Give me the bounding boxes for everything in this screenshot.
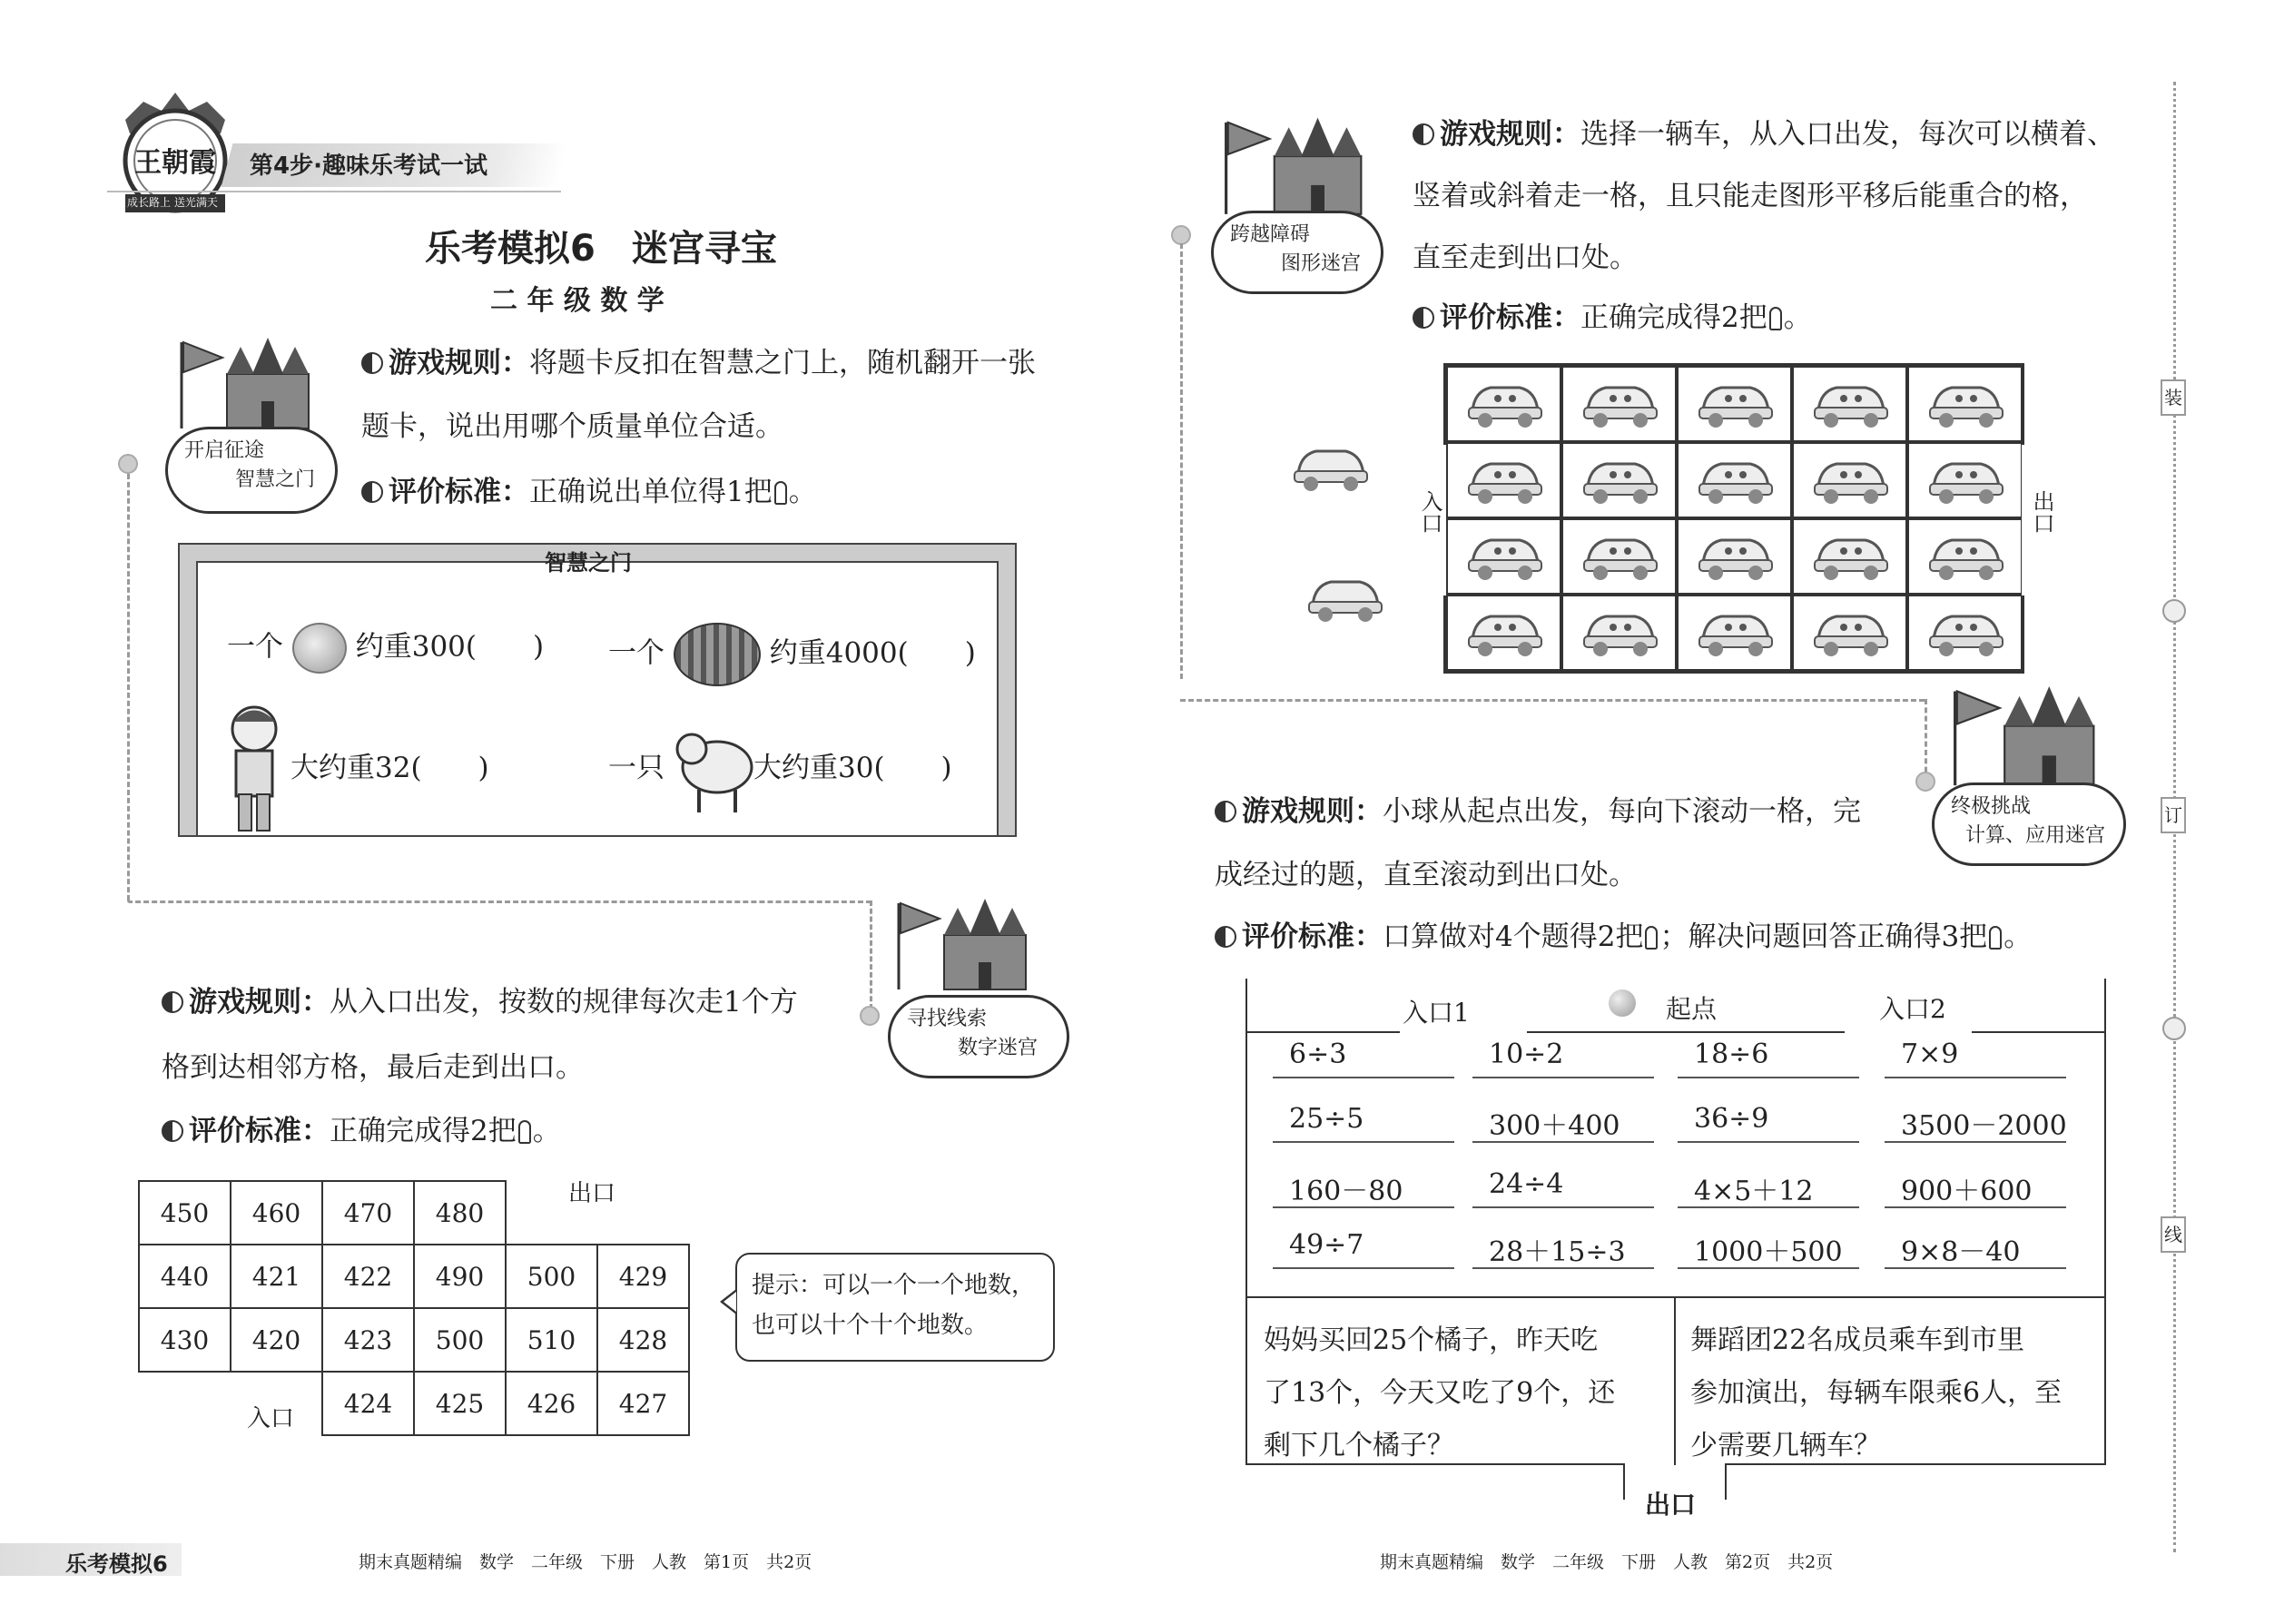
- car-icon: [1579, 604, 1660, 662]
- equation: 25÷5: [1289, 1103, 1364, 1135]
- path-dot: [1171, 225, 1191, 245]
- rule1: [361, 345, 1036, 381]
- boy-icon: [222, 704, 286, 843]
- car-cell[interactable]: [1907, 595, 2023, 671]
- rule4-cont: 成经过的题，直至滚动到出口处。: [1215, 859, 1637, 891]
- item2-post: 约重4000( ): [769, 636, 976, 670]
- car-cell[interactable]: [1792, 366, 1907, 442]
- binding-hole-icon: [2162, 599, 2186, 623]
- badge-line2: 智慧之门: [235, 468, 316, 491]
- equation: 24÷4: [1489, 1168, 1564, 1200]
- car-cell[interactable]: [1677, 442, 1792, 518]
- footer-tag: 乐考模拟6: [65, 1551, 168, 1577]
- equation: 36÷9: [1694, 1103, 1769, 1135]
- footer-left-info: 期末真题精编 数学 二年级 下册 人教 第1页 共2页: [359, 1552, 812, 1572]
- equation-underline: [1885, 1141, 2066, 1143]
- maze-cell: 421: [230, 1244, 323, 1309]
- binding-hole-icon: [2162, 1017, 2186, 1040]
- watermelon-icon: [674, 623, 761, 686]
- car-cell[interactable]: [1907, 366, 2023, 442]
- car-icon: [1809, 527, 1891, 586]
- maze-cell: 460: [230, 1180, 323, 1245]
- equation: 1000＋500: [1694, 1236, 1843, 1268]
- equation-underline: [1472, 1077, 1654, 1078]
- problem2-line: 舞蹈团22名成员乘车到市里: [1690, 1324, 2025, 1356]
- car-icon: [1694, 375, 1776, 433]
- gate-item4-pre: 一只: [608, 752, 665, 784]
- eval1: 评价标准：正确说出单位得1把 。: [361, 474, 817, 510]
- badge-line2: 数字迷宫: [958, 1037, 1039, 1059]
- equation-underline: [1678, 1267, 1859, 1269]
- equation-underline: [1885, 1077, 2066, 1078]
- car-icon: [1694, 527, 1776, 586]
- rule-text: 选择一辆车，从入口出发，每次可以横着、: [1580, 118, 2115, 151]
- maze-cell: 427: [596, 1371, 690, 1436]
- car-icon: [1694, 451, 1776, 509]
- number-maze: [138, 1180, 688, 1438]
- eval-text: 正确说出单位得1把: [529, 476, 773, 508]
- equation: 300＋400: [1489, 1110, 1620, 1142]
- maze-cell: 510: [505, 1307, 598, 1373]
- hint-line2: 也可以十个十个地数。: [752, 1312, 989, 1339]
- car-icon: [1925, 451, 2006, 509]
- margin-mark: 装: [2161, 379, 2186, 416]
- maze-cell: 426: [505, 1371, 598, 1436]
- rule-text: 小球从起点出发，每向下滚动一格，完: [1383, 795, 1861, 828]
- start-ball-icon: [1609, 989, 1636, 1017]
- car-cell[interactable]: [1907, 442, 2023, 518]
- item1-pre: 一个: [227, 630, 283, 664]
- gate-item3: 大约重32( ): [290, 752, 489, 784]
- car-cell[interactable]: [1561, 442, 1677, 518]
- maze-cell: 425: [413, 1371, 507, 1436]
- equation: 49÷7: [1289, 1229, 1364, 1261]
- logo-subtext: 成长路上 送光满天: [127, 196, 218, 209]
- eval2: 评价标准：正确完成得2把 。: [162, 1113, 561, 1149]
- rule-text: 将题卡反扣在智慧之门上，随机翻开一张: [529, 347, 1036, 379]
- rule-label: 游戏规则：: [1242, 795, 1383, 828]
- castle-flag-icon: [172, 338, 318, 441]
- rule2-cont: 格到达相邻方格，最后走到出口。: [162, 1051, 584, 1084]
- badge-line2: 计算、应用迷宫: [1965, 824, 2106, 847]
- rule-bullet-icon: [1413, 123, 1434, 145]
- maze-cell: 429: [596, 1244, 690, 1309]
- equation-underline: [1472, 1206, 1654, 1208]
- key-icon: [774, 481, 787, 505]
- entry2-label: 入口2: [1879, 994, 1946, 1024]
- dashed-path: [127, 901, 871, 903]
- maze-cell: 422: [321, 1244, 415, 1309]
- car-cell[interactable]: [1677, 595, 1792, 671]
- car-cell[interactable]: [1907, 518, 2023, 595]
- eval4: 评价标准：口算做对4个题得2把 ；解决问题回答正确得3把 。: [1215, 919, 2032, 955]
- footer-right-info: 期末真题精编 数学 二年级 下册 人教 第2页 共2页: [1380, 1552, 1834, 1572]
- sheep-icon: [674, 717, 755, 821]
- equation-underline: [1678, 1141, 1859, 1143]
- dashed-path: [127, 474, 130, 901]
- rule-label: 游戏规则：: [389, 347, 529, 379]
- calc-maze-exit: 出口: [1645, 1490, 1697, 1520]
- equation-underline: [1273, 1267, 1454, 1269]
- car-maze: [1443, 363, 2024, 674]
- rule3-cont2: 直至走到出口处。: [1413, 241, 1638, 274]
- maze-cell: 424: [321, 1371, 415, 1436]
- eval-text: 正确完成得2把: [1580, 301, 1767, 334]
- problem1: [1264, 1314, 1615, 1472]
- badge-section1: [165, 427, 338, 514]
- rule-text: 从入口出发，按数的规律每次走1个方: [330, 986, 798, 1019]
- hint-line1: 提示：可以一个一个地数，: [752, 1272, 1036, 1299]
- car-icon: [1579, 375, 1660, 433]
- equation-underline: [1678, 1077, 1859, 1078]
- maze-cell: 500: [505, 1244, 598, 1309]
- dashed-path: [870, 901, 872, 1009]
- car-option-icon[interactable]: [1289, 438, 1371, 494]
- badge-line1: 寻找线索: [907, 1008, 988, 1030]
- rule-bullet-icon: [1215, 801, 1236, 822]
- castle-flag-icon: [890, 899, 1035, 1002]
- maze-cell: 450: [138, 1180, 231, 1245]
- equation: 10÷2: [1489, 1038, 1564, 1070]
- badge-line2: 图形迷宫: [1281, 252, 1362, 275]
- car-maze-exit: 出口: [2029, 490, 2054, 534]
- dashed-path: [1180, 699, 1925, 702]
- car-icon: [1579, 527, 1660, 586]
- entry1-label: 入口1: [1403, 998, 1470, 1028]
- car-icon: [1809, 604, 1891, 662]
- header-rule: [107, 191, 561, 192]
- badge-section3: [1211, 211, 1383, 294]
- car-icon: [1463, 451, 1545, 509]
- step-banner-text: 第4步·趣味乐考试一试: [250, 153, 487, 180]
- equation-underline: [1678, 1206, 1859, 1208]
- equation: 3500－2000: [1901, 1110, 2067, 1142]
- car-icon: [1809, 375, 1891, 433]
- rule-label: 游戏规则：: [189, 986, 330, 1019]
- start-label: 起点: [1666, 994, 1718, 1024]
- car-icon: [1925, 604, 2006, 662]
- car-cell[interactable]: [1561, 518, 1677, 595]
- car-icon: [1579, 451, 1660, 509]
- problem1-line: 剩下几个橘子？: [1264, 1430, 1454, 1462]
- path-dot: [118, 454, 138, 474]
- car-icon: [1463, 527, 1545, 586]
- car-cell[interactable]: [1677, 518, 1792, 595]
- equation: 18÷6: [1694, 1038, 1769, 1070]
- key-icon: [1769, 307, 1782, 330]
- rule2: [162, 984, 798, 1020]
- gate-item2: [608, 623, 976, 686]
- maze-cell: 480: [413, 1180, 507, 1245]
- gate-title: 智慧之门: [545, 550, 632, 576]
- equation: 4×5＋12: [1694, 1176, 1814, 1207]
- eval-label: 评价标准：: [1440, 301, 1580, 334]
- car-cell[interactable]: [1446, 366, 1561, 442]
- car-cell[interactable]: [1792, 442, 1907, 518]
- car-cell[interactable]: [1561, 366, 1677, 442]
- car-cell[interactable]: [1677, 366, 1792, 442]
- maze-cell: 430: [138, 1307, 231, 1373]
- problem2-line: 少需要几辆车？: [1690, 1430, 1881, 1462]
- rule-bullet-icon: [162, 991, 183, 1013]
- car-icon: [1463, 604, 1545, 662]
- key-icon: [518, 1120, 531, 1144]
- equation: 7×9: [1901, 1038, 1959, 1070]
- path-dot: [860, 1006, 880, 1026]
- eval-bullet-icon: [1413, 307, 1434, 329]
- wisdom-gate: [180, 545, 1015, 835]
- equation-underline: [1472, 1141, 1654, 1143]
- equation: 160－80: [1289, 1176, 1403, 1207]
- equation-underline: [1885, 1267, 2066, 1269]
- rule1-cont: 题卡，说出用哪个质量单位合适。: [361, 410, 783, 443]
- eval-text2: ；解决问题回答正确得3把: [1659, 920, 1988, 953]
- equation: 900＋600: [1901, 1176, 2033, 1207]
- brand-logo: [107, 84, 243, 220]
- dashed-path: [1180, 243, 1183, 679]
- equation-underline: [1273, 1141, 1454, 1143]
- rule3: [1413, 116, 2115, 153]
- eval-bullet-icon: [361, 481, 383, 503]
- logo-text: 王朝霞: [134, 147, 216, 179]
- badge-section4: [1932, 782, 2126, 866]
- eval-text: 正确完成得2把: [330, 1115, 517, 1147]
- maze-cell: 423: [321, 1307, 415, 1373]
- car-cell[interactable]: [1446, 442, 1561, 518]
- key-icon: [1645, 926, 1658, 950]
- car-cell[interactable]: [1446, 518, 1561, 595]
- problem2: [1690, 1314, 2062, 1472]
- eval3: 评价标准：正确完成得2把 。: [1413, 300, 1812, 336]
- maze-cell: 420: [230, 1307, 323, 1373]
- margin-mark: 订: [2161, 797, 2186, 833]
- rule3-cont: 竖着或斜着走一格，且只能走图形平移后能重合的格，: [1413, 180, 2088, 212]
- eval-bullet-icon: [1215, 926, 1236, 948]
- equation-underline: [1273, 1206, 1454, 1208]
- equation: 6÷3: [1289, 1038, 1347, 1070]
- car-icon: [1463, 375, 1545, 433]
- dashed-path: [1925, 699, 1927, 781]
- gate-item4: 大约重30( ): [753, 752, 952, 784]
- equation-underline: [1885, 1206, 2066, 1208]
- eval-label: 评价标准：: [389, 476, 529, 508]
- rule4: [1215, 793, 1861, 830]
- eval-text: 口算做对4个题得2把: [1383, 920, 1644, 953]
- margin-mark: 线: [2161, 1216, 2186, 1253]
- maze-cell: 428: [596, 1307, 690, 1373]
- page-subtitle: 二 年 级 数 学: [490, 285, 665, 317]
- equation-underline: [1472, 1267, 1654, 1269]
- equation-underline: [1273, 1077, 1454, 1078]
- gate-item1: [227, 623, 544, 674]
- page-title: 乐考模拟6 迷宫寻宝: [425, 228, 777, 270]
- car-option-icon[interactable]: [1304, 568, 1385, 625]
- equation: 28＋15÷3: [1489, 1236, 1626, 1268]
- hint-bubble: [735, 1253, 1055, 1362]
- car-icon: [1925, 375, 2006, 433]
- maze-cell: 440: [138, 1244, 231, 1309]
- eval-label: 评价标准：: [1242, 920, 1383, 953]
- badge-line1: 跨越障碍: [1230, 223, 1311, 246]
- path-dot: [1915, 772, 1935, 792]
- equation: 9×8－40: [1901, 1236, 2021, 1268]
- problem2-line: 参加演出，每辆车限乘6人，至: [1690, 1377, 2063, 1409]
- car-cell[interactable]: [1792, 595, 1907, 671]
- car-cell[interactable]: [1792, 518, 1907, 595]
- car-maze-exit-gap: [2022, 445, 2027, 595]
- badge-line1: 开启征途: [184, 439, 265, 462]
- car-maze-entry: 入口: [1417, 490, 1442, 534]
- problem1-line: 妈妈买回25个橘子，昨天吃: [1264, 1324, 1599, 1356]
- eval-label: 评价标准：: [189, 1115, 330, 1147]
- car-icon: [1925, 527, 2006, 586]
- maze-entry-label: 入口: [247, 1405, 295, 1432]
- car-cell[interactable]: [1446, 595, 1561, 671]
- maze-cell: 470: [321, 1180, 415, 1245]
- badge-section2: [888, 995, 1069, 1078]
- maze-exit-label: 出口: [568, 1180, 616, 1207]
- problem1-line: 了13个，今天又吃了9个，还: [1264, 1377, 1616, 1409]
- eval-bullet-icon: [162, 1120, 183, 1142]
- rule-bullet-icon: [361, 352, 383, 374]
- apple-icon: [292, 623, 347, 674]
- badge-line1: 终极挑战: [1951, 795, 2032, 818]
- maze-cell: 500: [413, 1307, 507, 1373]
- maze-cell: 490: [413, 1244, 507, 1309]
- car-cell[interactable]: [1561, 595, 1677, 671]
- item1-post: 约重300( ): [355, 630, 545, 664]
- rule-label: 游戏规则：: [1440, 118, 1580, 151]
- key-icon: [1989, 926, 2002, 950]
- car-icon: [1694, 604, 1776, 662]
- car-icon: [1809, 451, 1891, 509]
- item2-pre: 一个: [608, 636, 665, 670]
